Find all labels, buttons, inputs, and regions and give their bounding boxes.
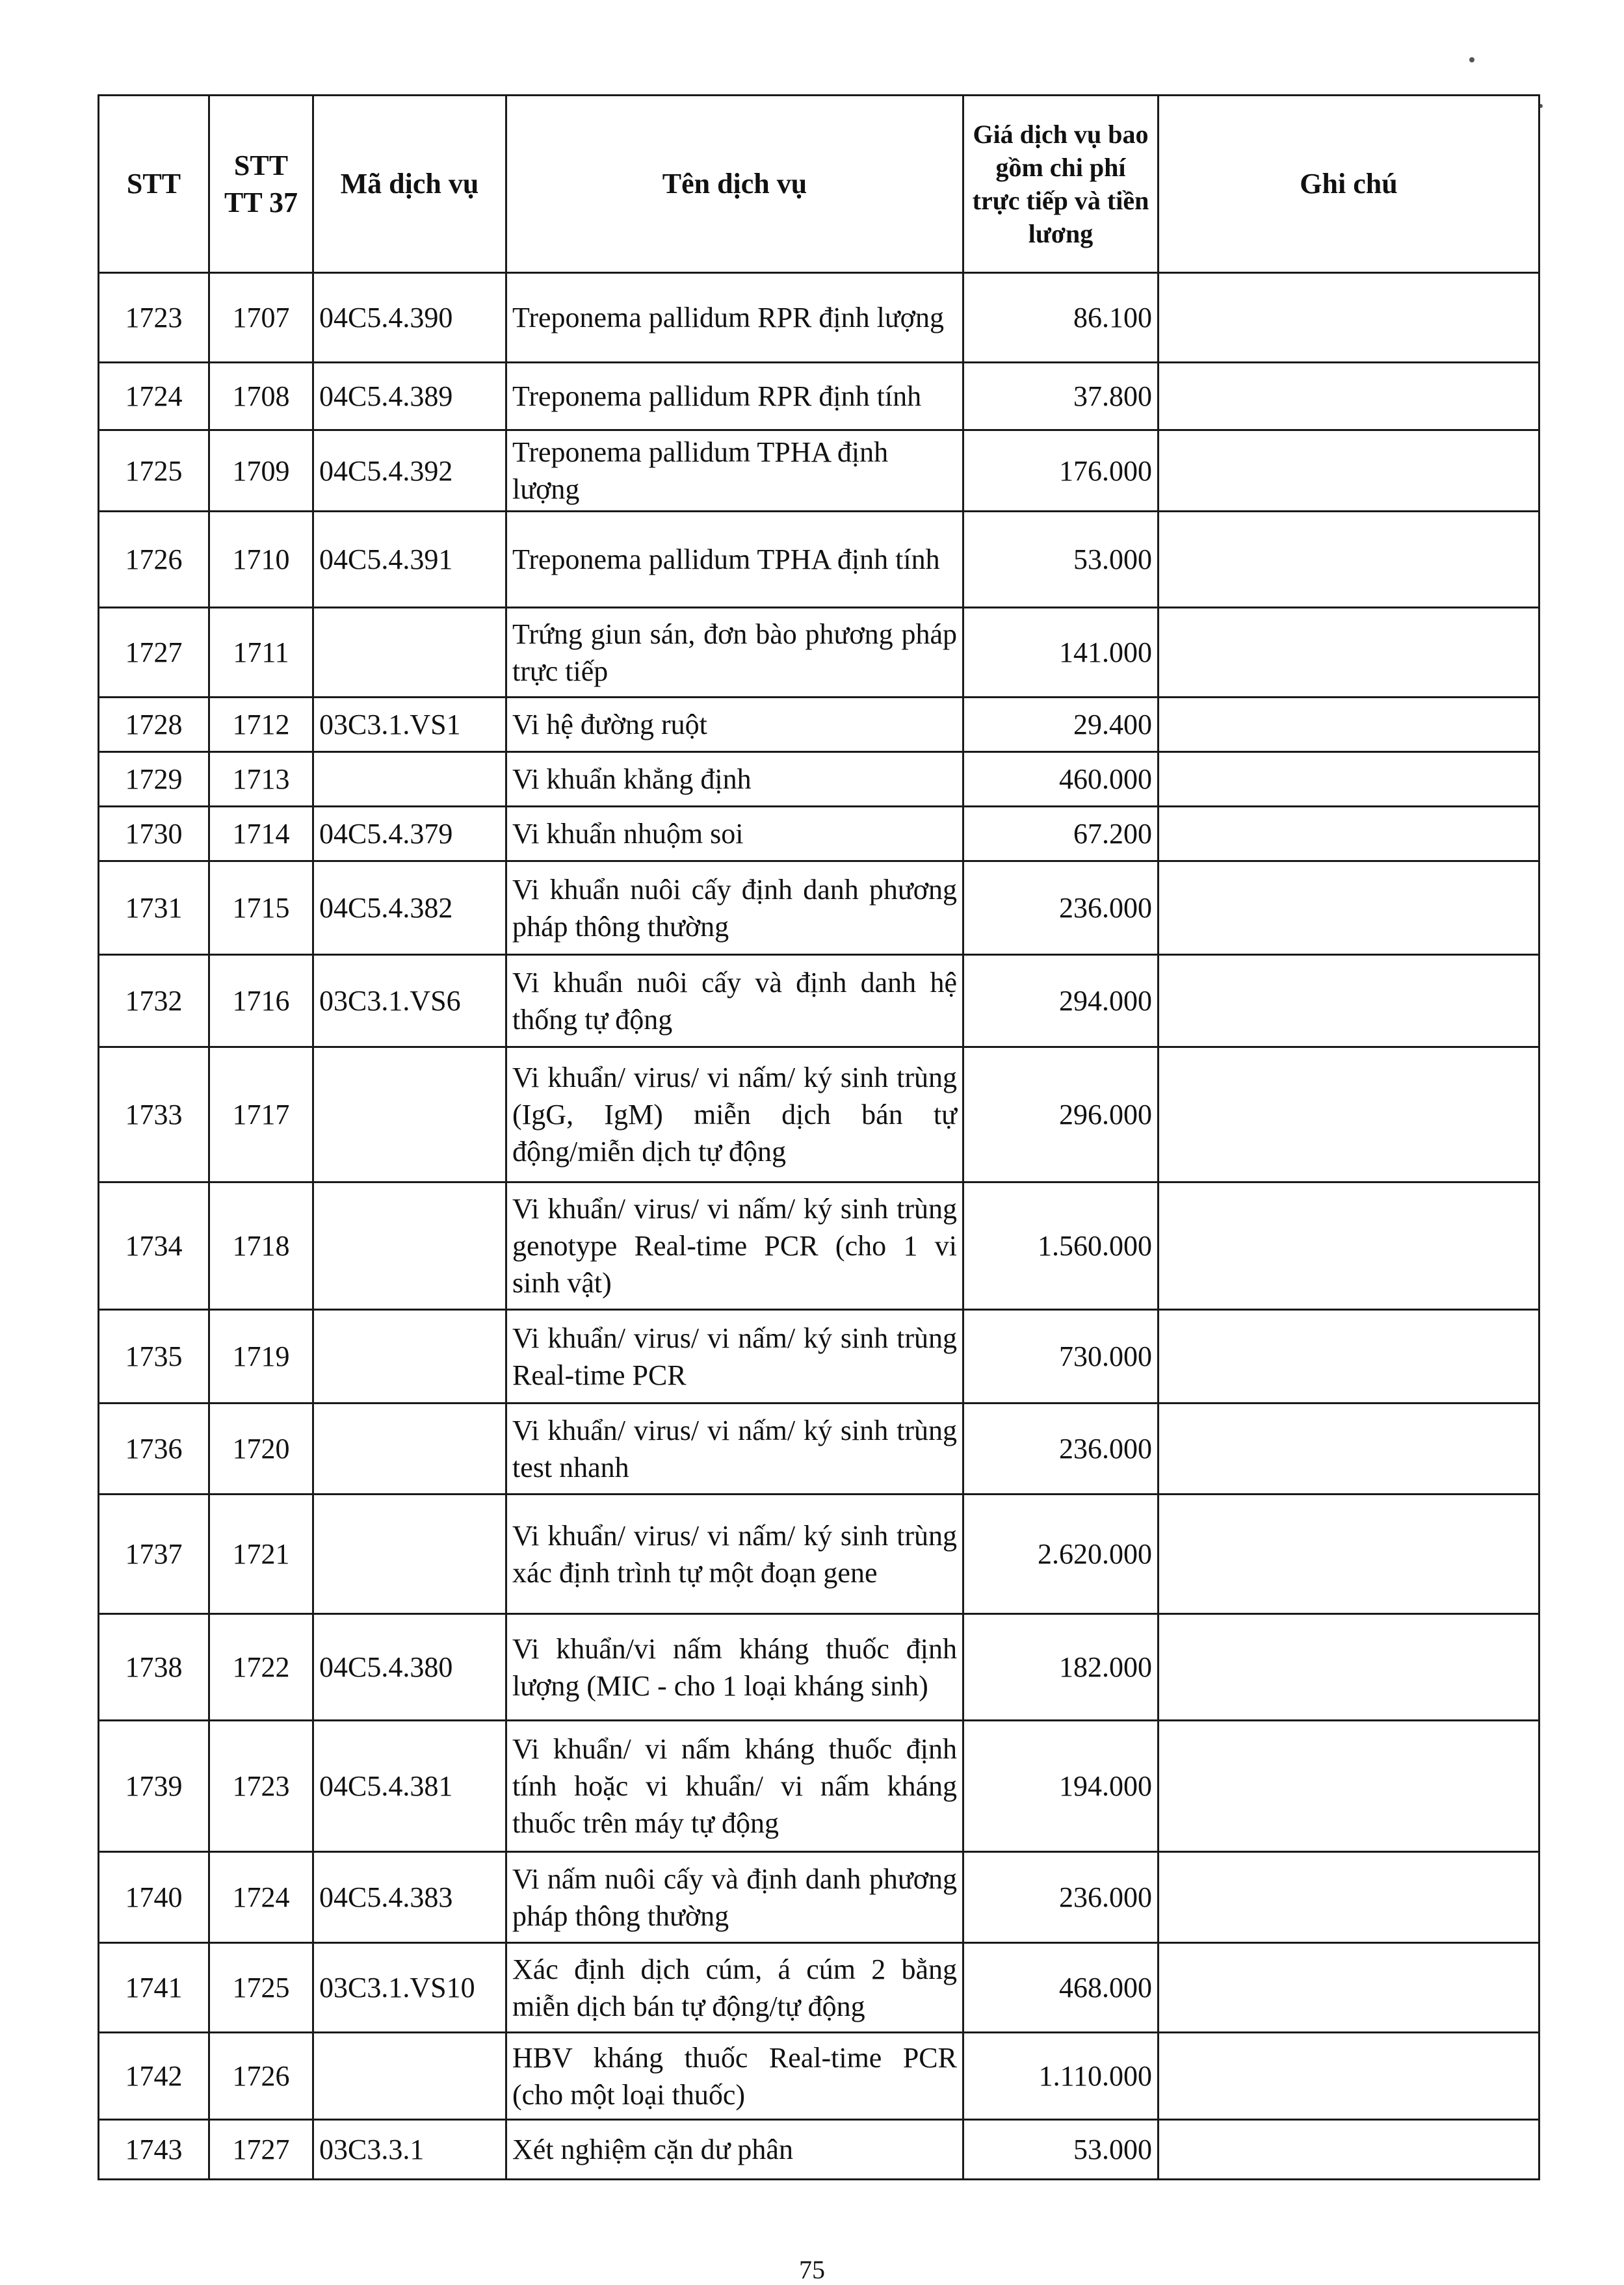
cell-stt-tt37: 1713 <box>209 752 313 807</box>
table-row <box>99 1852 1539 1943</box>
cell-stt-tt37: 1710 <box>209 512 313 608</box>
cell-stt-tt37: 1711 <box>209 608 313 698</box>
cell-stt-tt37: 1716 <box>209 955 313 1047</box>
cell-stt: 1736 <box>99 1404 209 1495</box>
cell-stt-tt37: 1707 <box>209 273 313 363</box>
cell-service-code: 04C5.4.382 <box>313 861 506 955</box>
cell-note <box>1159 2120 1539 2180</box>
cell-service-code: 04C5.4.381 <box>313 1721 506 1852</box>
cell-stt: 1729 <box>99 752 209 807</box>
cell-service-name: Xét nghiệm cặn dư phân <box>506 2120 963 2180</box>
cell-service-code <box>313 608 506 698</box>
cell-price: 29.400 <box>963 698 1159 752</box>
header-service-code: Mã dịch vụ <box>313 96 506 273</box>
table-row <box>99 1721 1539 1852</box>
cell-stt: 1735 <box>99 1310 209 1404</box>
cell-price: 294.000 <box>963 955 1159 1047</box>
cell-stt: 1727 <box>99 608 209 698</box>
cell-price: 460.000 <box>963 752 1159 807</box>
cell-service-name: Vi khuẩn/ vi nấm kháng thuốc định tính hoặc vi khuẩn/ vi nấm kháng thuốc trên máy tự động <box>506 1721 963 1852</box>
cell-service-name: Vi khuẩn khẳng định <box>506 752 963 807</box>
cell-stt: 1724 <box>99 363 209 430</box>
cell-note <box>1159 1495 1539 1614</box>
cell-service-name: Vi hệ đường ruột <box>506 698 963 752</box>
cell-service-name: Treponema pallidum RPR định tính <box>506 363 963 430</box>
cell-service-code: 04C5.4.391 <box>313 512 506 608</box>
cell-service-code <box>313 1404 506 1495</box>
cell-note <box>1159 955 1539 1047</box>
cell-stt-tt37: 1724 <box>209 1852 313 1943</box>
cell-service-name: Vi khuẩn/vi nấm kháng thuốc định lượng (MIC - cho 1 loại kháng sinh) <box>506 1614 963 1721</box>
cell-stt: 1731 <box>99 861 209 955</box>
cell-stt: 1730 <box>99 807 209 861</box>
cell-service-name: Treponema pallidum RPR định lượng <box>506 273 963 363</box>
cell-stt: 1739 <box>99 1721 209 1852</box>
cell-stt: 1742 <box>99 2033 209 2120</box>
cell-stt: 1743 <box>99 2120 209 2180</box>
cell-stt: 1737 <box>99 1495 209 1614</box>
cell-stt-tt37: 1712 <box>209 698 313 752</box>
cell-service-name: Vi khuẩn/ virus/ vi nấm/ ký sinh trùng xác định trình tự một đoạn gene <box>506 1495 963 1614</box>
cell-price: 236.000 <box>963 1852 1159 1943</box>
cell-stt-tt37: 1714 <box>209 807 313 861</box>
header-note: Ghi chú <box>1159 96 1539 273</box>
cell-stt-tt37: 1709 <box>209 430 313 512</box>
cell-stt: 1723 <box>99 273 209 363</box>
cell-price: 53.000 <box>963 512 1159 608</box>
header-stt: STT <box>99 96 209 273</box>
cell-note <box>1159 861 1539 955</box>
cell-service-code: 03C3.1.VS6 <box>313 955 506 1047</box>
cell-note <box>1159 608 1539 698</box>
cell-service-name: Vi khuẩn/ virus/ vi nấm/ ký sinh trùng (IgG, IgM) miễn dịch bán tự động/miễn dịch tự động <box>506 1047 963 1182</box>
cell-service-name: Vi khuẩn nhuộm soi <box>506 807 963 861</box>
cell-service-code <box>313 2033 506 2120</box>
cell-stt-tt37: 1726 <box>209 2033 313 2120</box>
cell-stt-tt37: 1715 <box>209 861 313 955</box>
table-row <box>99 1495 1539 1614</box>
cell-price: 730.000 <box>963 1310 1159 1404</box>
cell-note <box>1159 1852 1539 1943</box>
cell-price: 1.110.000 <box>963 2033 1159 2120</box>
cell-price: 37.800 <box>963 363 1159 430</box>
cell-service-name: Treponema pallidum TPHA định tính <box>506 512 963 608</box>
cell-price: 2.620.000 <box>963 1495 1159 1614</box>
cell-stt-tt37: 1723 <box>209 1721 313 1852</box>
table-row <box>99 430 1539 512</box>
cell-service-code: 04C5.4.380 <box>313 1614 506 1721</box>
cell-price: 468.000 <box>963 1943 1159 2033</box>
cell-note <box>1159 1614 1539 1721</box>
table-row <box>99 1404 1539 1495</box>
table-row <box>99 1310 1539 1404</box>
header-stt-tt37: STT TT 37 <box>209 96 313 273</box>
table-row <box>99 2120 1539 2180</box>
cell-note <box>1159 1404 1539 1495</box>
cell-service-name: HBV kháng thuốc Real-time PCR (cho một loại thuốc) <box>506 2033 963 2120</box>
cell-stt: 1728 <box>99 698 209 752</box>
cell-service-code: 04C5.4.383 <box>313 1852 506 1943</box>
cell-stt-tt37: 1721 <box>209 1495 313 1614</box>
cell-stt-tt37: 1717 <box>209 1047 313 1182</box>
cell-stt: 1740 <box>99 1852 209 1943</box>
cell-price: 296.000 <box>963 1047 1159 1182</box>
table-row <box>99 1614 1539 1721</box>
cell-service-code <box>313 1047 506 1182</box>
cell-price: 141.000 <box>963 608 1159 698</box>
cell-service-name: Treponema pallidum TPHA định lượng <box>506 430 963 512</box>
cell-service-name: Xác định dịch cúm, á cúm 2 bằng miễn dịch bán tự động/tự động <box>506 1943 963 2033</box>
cell-note <box>1159 1310 1539 1404</box>
cell-note <box>1159 512 1539 608</box>
cell-service-name: Vi khuẩn nuôi cấy định danh phương pháp thông thường <box>506 861 963 955</box>
cell-stt-tt37: 1720 <box>209 1404 313 1495</box>
cell-stt: 1738 <box>99 1614 209 1721</box>
cell-service-name: Trứng giun sán, đơn bào phương pháp trực tiếp <box>506 608 963 698</box>
table-row <box>99 955 1539 1047</box>
cell-service-code: 03C3.3.1 <box>313 2120 506 2180</box>
cell-service-name: Vi khuẩn/ virus/ vi nấm/ ký sinh trùng test nhanh <box>506 1404 963 1495</box>
table-row <box>99 807 1539 861</box>
table-header <box>99 96 1539 273</box>
cell-note <box>1159 1721 1539 1852</box>
table-row <box>99 1047 1539 1182</box>
table-row <box>99 752 1539 807</box>
table-row <box>99 2033 1539 2120</box>
cell-stt-tt37: 1719 <box>209 1310 313 1404</box>
cell-note <box>1159 430 1539 512</box>
cell-price: 67.200 <box>963 807 1159 861</box>
scan-speck <box>1469 57 1474 62</box>
cell-service-code: 04C5.4.379 <box>313 807 506 861</box>
cell-service-name: Vi khuẩn/ virus/ vi nấm/ ký sinh trùng Real-time PCR <box>506 1310 963 1404</box>
cell-note <box>1159 1182 1539 1310</box>
cell-price: 236.000 <box>963 1404 1159 1495</box>
cell-service-code: 03C3.1.VS1 <box>313 698 506 752</box>
table-row <box>99 363 1539 430</box>
cell-price: 53.000 <box>963 2120 1159 2180</box>
cell-stt-tt37: 1725 <box>209 1943 313 2033</box>
header-price: Giá dịch vụ bao gồm chi phí trực tiếp và tiền lương <box>963 96 1159 273</box>
cell-service-code <box>313 1182 506 1310</box>
cell-service-code: 04C5.4.392 <box>313 430 506 512</box>
cell-note <box>1159 363 1539 430</box>
table-body <box>99 273 1539 2180</box>
cell-stt-tt37: 1718 <box>209 1182 313 1310</box>
cell-stt-tt37: 1722 <box>209 1614 313 1721</box>
cell-price: 236.000 <box>963 861 1159 955</box>
cell-price: 194.000 <box>963 1721 1159 1852</box>
cell-stt: 1734 <box>99 1182 209 1310</box>
cell-service-code: 04C5.4.389 <box>313 363 506 430</box>
cell-stt: 1741 <box>99 1943 209 2033</box>
cell-service-code <box>313 1310 506 1404</box>
cell-service-code: 03C3.1.VS10 <box>313 1943 506 2033</box>
cell-note <box>1159 1047 1539 1182</box>
table-row <box>99 1182 1539 1310</box>
page-number: 75 <box>799 2255 825 2284</box>
table-row <box>99 861 1539 955</box>
table-row <box>99 698 1539 752</box>
cell-note <box>1159 698 1539 752</box>
cell-stt: 1732 <box>99 955 209 1047</box>
cell-stt: 1725 <box>99 430 209 512</box>
cell-price: 176.000 <box>963 430 1159 512</box>
cell-service-code <box>313 752 506 807</box>
cell-price: 182.000 <box>963 1614 1159 1721</box>
cell-service-code: 04C5.4.390 <box>313 273 506 363</box>
table-row <box>99 512 1539 608</box>
cell-note <box>1159 2033 1539 2120</box>
cell-service-code <box>313 1495 506 1614</box>
cell-price: 1.560.000 <box>963 1182 1159 1310</box>
cell-stt: 1726 <box>99 512 209 608</box>
table-row <box>99 1943 1539 2033</box>
cell-stt: 1733 <box>99 1047 209 1182</box>
service-price-table <box>98 94 1540 2180</box>
cell-note <box>1159 752 1539 807</box>
cell-service-name: Vi khuẩn/ virus/ vi nấm/ ký sinh trùng genotype Real-time PCR (cho 1 vi sinh vật) <box>506 1182 963 1310</box>
table-row <box>99 273 1539 363</box>
cell-note <box>1159 807 1539 861</box>
cell-stt-tt37: 1708 <box>209 363 313 430</box>
header-service-name: Tên dịch vụ <box>506 96 963 273</box>
cell-stt-tt37: 1727 <box>209 2120 313 2180</box>
cell-service-name: Vi nấm nuôi cấy và định danh phương pháp thông thường <box>506 1852 963 1943</box>
cell-service-name: Vi khuẩn nuôi cấy và định danh hệ thống tự động <box>506 955 963 1047</box>
cell-note <box>1159 1943 1539 2033</box>
table-row <box>99 608 1539 698</box>
cell-note <box>1159 273 1539 363</box>
cell-price: 86.100 <box>963 273 1159 363</box>
